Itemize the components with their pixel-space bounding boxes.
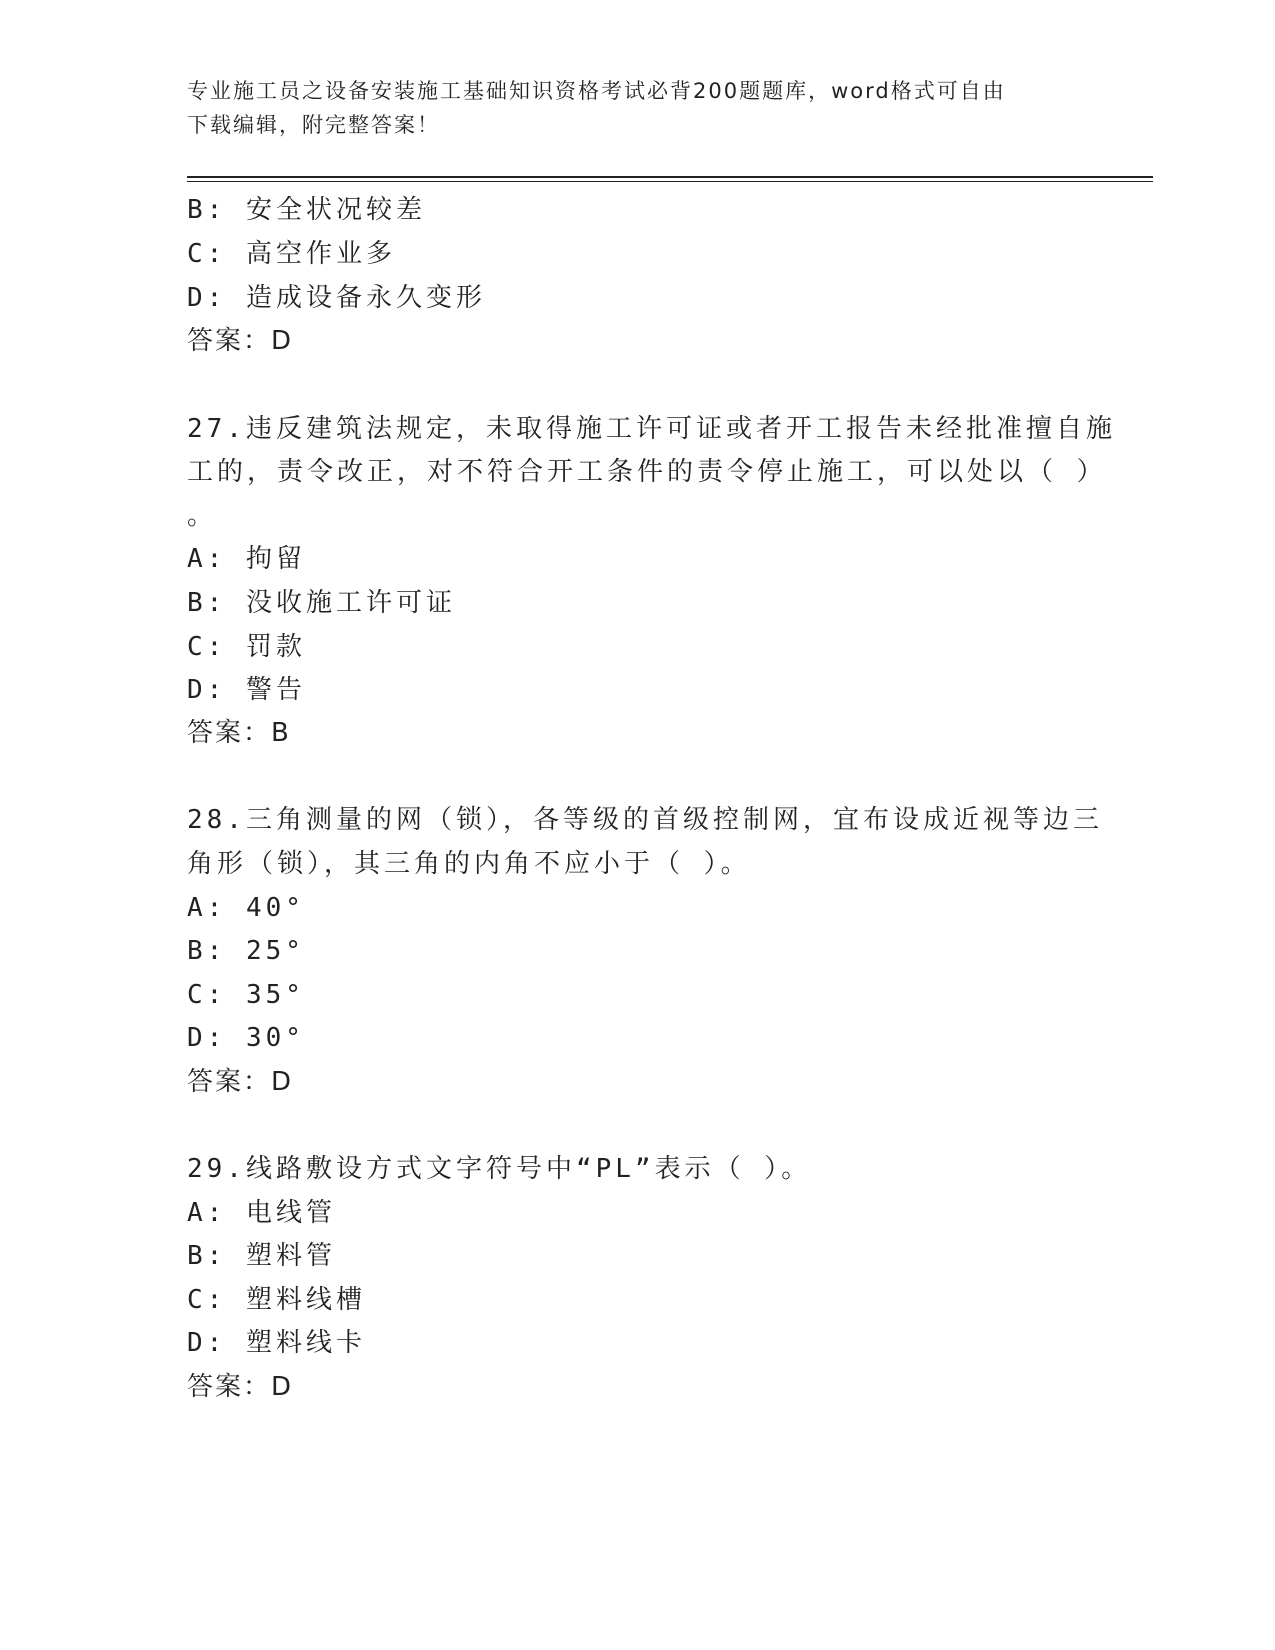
- q28-stem-line-1: 28.三角测量的网（锁），各等级的首级控制网，宜布设成近视等边三: [187, 805, 1103, 835]
- q29-option-b: B: 塑料管: [187, 1241, 336, 1271]
- q27-option-a: A: 拘留: [187, 544, 306, 574]
- header-divider-thin: [187, 181, 1153, 182]
- q29-option-d: D: 塑料线卡: [187, 1328, 366, 1358]
- q27-option-b: B: 没收施工许可证: [187, 588, 456, 618]
- q27-stem-line-2: 工的，责令改正，对不符合开工条件的责令停止施工，可以处以（ ）: [187, 457, 1107, 487]
- q28-answer: [187, 1065, 293, 1099]
- q27-stem-line-1: 27.违反建筑法规定，未取得施工许可证或者开工报告未经批准擅自施: [187, 414, 1116, 444]
- q29-answer-value: D: [271, 1372, 294, 1402]
- q28-option-d: D: 30°: [187, 1023, 305, 1053]
- q27-option-c: C: 罚款: [187, 632, 306, 662]
- header-line-2: 下载编辑，附完整答案！: [187, 113, 440, 137]
- q29-answer-label: 答案：: [187, 1372, 272, 1402]
- q26-answer: [187, 324, 293, 358]
- q27-answer: [187, 716, 291, 750]
- q26-option-c: C: 高空作业多: [187, 239, 396, 269]
- q27-option-d: D: 警告: [187, 675, 306, 705]
- q29-option-c: C: 塑料线槽: [187, 1285, 366, 1315]
- header-divider-thick: [187, 176, 1153, 178]
- q26-option-d: D: 造成设备永久变形: [187, 283, 486, 313]
- q26-answer-value: D: [271, 326, 294, 356]
- q28-answer-value: D: [271, 1067, 294, 1097]
- q27-answer-value: B: [271, 718, 291, 748]
- header-line-1: 专业施工员之设备安装施工基础知识资格考试必背200题题库，word格式可自由: [187, 79, 1006, 103]
- q28-option-b: B: 25°: [187, 936, 305, 966]
- q29-answer: [187, 1370, 293, 1404]
- q27-answer-label: 答案：: [187, 718, 272, 748]
- q29-option-a: A: 电线管: [187, 1198, 336, 1228]
- document-header: [187, 74, 1077, 142]
- q26-option-b: B: 安全状况较差: [187, 195, 426, 225]
- q29-stem-line-1: 29.线路敷设方式文字符号中“PL”表示（ ）。: [187, 1154, 812, 1184]
- q28-option-a: A: 40°: [187, 893, 305, 923]
- q27-stem-line-3: 。: [187, 501, 218, 531]
- q28-option-c: C: 35°: [187, 980, 305, 1010]
- q28-stem-line-2: 角形（锁），其三角的内角不应小于（ ）。: [187, 849, 751, 879]
- q28-answer-label: 答案：: [187, 1067, 272, 1097]
- q26-answer-label: 答案：: [187, 326, 272, 356]
